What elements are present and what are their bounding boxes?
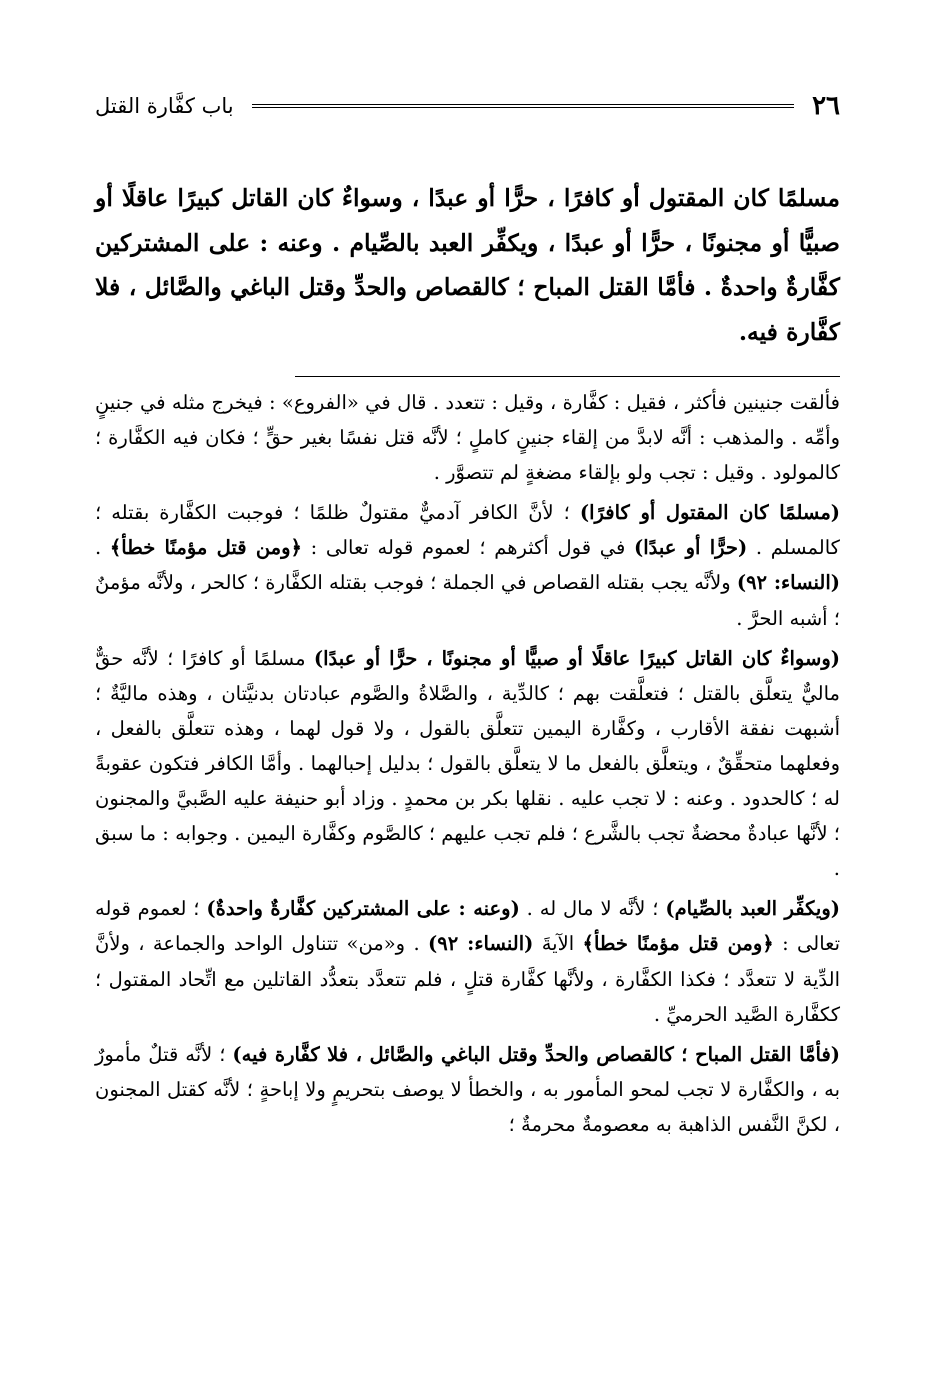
commentary-text: ؛ لأنَّه لا مال له . [519,897,666,921]
commentary-paragraph-4 [95,891,840,1031]
commentary-text: في قول أكثرهم ؛ لعموم قوله تعالى : [301,536,634,560]
commentary-text: ؛ لأنَّ الكافر آدميٌّ مقتولٌ ظلمًا ؛ فوجبت الكفَّارة بقتله ؛ كالمسلم . [95,501,840,560]
commentary-text: . و«من» تتناول الواحد والجماعة ، ولأنَّ الدِّية لا تتعدَّد ؛ فكذا الكفَّارة ، ولأنَّها كفَّارة قتلٍ ، فلم تتعدَّد بتعدُّد القاتلين مع اتِّحاد المقتول ؛ ككفَّارة الصَّيد الحرميِّ . [95,932,840,1026]
commentary-text: ؛ لأنَّه قتلٌ مأمورٌ به ، والكفَّارة لا تجب لمحو المأمور به ، والخطأ لا يوصف بتحريمٍ ولا إباحةٍ ؛ لأنَّه كقتل المجنون ، لكنَّ النَّفس الذاهبة به معصومةٌ محرمةٌ ؛ [95,1042,840,1136]
commentary-text: مسلمًا أو كافرًا ؛ لأنَّه حقٌّ ماليٌّ يتعلَّق بالقتل ؛ فتعلَّقت بهم ؛ كالدِّية ، والصَّلاةُ والصَّوم عبادتان بدنيَّتان ، وهذه ماليَّةٌ ؛ أشبهت نفقة الأقارب ، وكفَّارة اليمين تتعلَّق بالقول ، ولا قول لهما ، وهذه تتعلَّق بالفعل ، وفعلهما متحقِّقٌ ، ويتعلَّق بالفعل ما لا يتعلَّق بالقول ؛ بدليل إحبالهما . وأمَّا الكافر فتكون عقوبةً له ؛ كالحدود . وعنه : لا تجب عليه . نقلها بكر بن محمدٍ . وزاد أبو حنيفة عليه الصَّبيَّ والمجنون ؛ لأنَّها عبادةٌ محضةٌ تجب بالشَّرع ؛ فلم تجب عليهم ؛ كالصَّوم وكفَّارة اليمين . وجوابه : ما سبق . [95,646,840,881]
quoted-text: (وعنه : على المشتركين كفَّارةٌ واحدةٌ) [206,897,520,921]
quran-verse: ﴿ومن قتل مؤمنًا خطأ﴾ [582,932,774,956]
header-rule [252,104,794,108]
commentary-paragraph-5 [95,1037,840,1142]
main-text: مسلمًا كان المقتول أو كافرًا ، حرًّا أو عبدًا ، وسواءٌ كان القاتل كبيرًا عاقلًا أو صبيًّا أو مجنونًا ، حرًّا أو عبدًا ، ويكفِّر العبد بالصِّيام . وعنه : على المشتركين كفَّارةٌ واحدةٌ . فأمَّا القتل المباح ؛ كالقصاص والحدِّ وقتل الباغي والصَّائل ، فلا كفَّارة فيه. [95,184,840,346]
commentary-paragraph-2 [95,495,840,635]
commentary-text: ؛ لعموم قوله تعالى : [95,897,841,956]
quoted-text: (فأمَّا القتل المباح ؛ كالقصاص والحدِّ وقتل الباغي والصَّائل ، فلا كفَّارة فيه) [232,1042,840,1066]
commentary [95,385,840,1142]
page-number: ٢٦ [812,91,840,121]
commentary-paragraph-3 [95,641,840,887]
verse-reference: (النساء: ٩٢) [736,571,840,595]
commentary-text: . [95,536,110,560]
quran-verse: ﴿ومن قتل مؤمنًا خطأ﴾ [109,536,302,560]
page-header [95,84,840,128]
verse-reference: (النساء: ٩٢) [428,932,534,956]
commentary-paragraph-1: فألقت جنينين فأكثر ، فقيل : كفَّارة ، وقيل : تتعدد . قال في «الفروع» : فيخرج مثله في جنينٍ وأمِّه . والمذهب : أنَّه لابدَّ من إلقاء جنينٍ كاملٍ ؛ لأنَّه قتل نفسًا بغير حقٍّ ؛ فكان فيه الكفَّارة ؛ كالمولود . وقيل : تجب ولو بإلقاء مضغةٍ لم تتصوَّر . [95,391,840,485]
commentary-text: الآيةَ [533,932,583,956]
chapter-title: باب كفَّارة القتل [95,94,234,118]
quoted-text: (حرًّا أو عبدًا) [633,536,748,560]
quoted-text: (مسلمًا كان المقتول أو كافرًا) [579,501,840,525]
quoted-text: (ويكفِّر العبد بالصِّيام) [665,897,840,921]
quoted-text: (وسواءٌ كان القاتل كبيرًا عاقلًا أو صبيًّا أو مجنونًا ، حرًّا أو عبدًا) [313,646,840,670]
commentary-text: ولأنَّه يجب بقتله القصاص في الجملة ؛ فوجب بقتله الكفَّارة ؛ كالحر ، ولأنَّه مؤمنٌ ؛ أشبه الحرَّ . [95,571,840,630]
book-page [95,84,840,1334]
footnote-separator [295,376,840,377]
